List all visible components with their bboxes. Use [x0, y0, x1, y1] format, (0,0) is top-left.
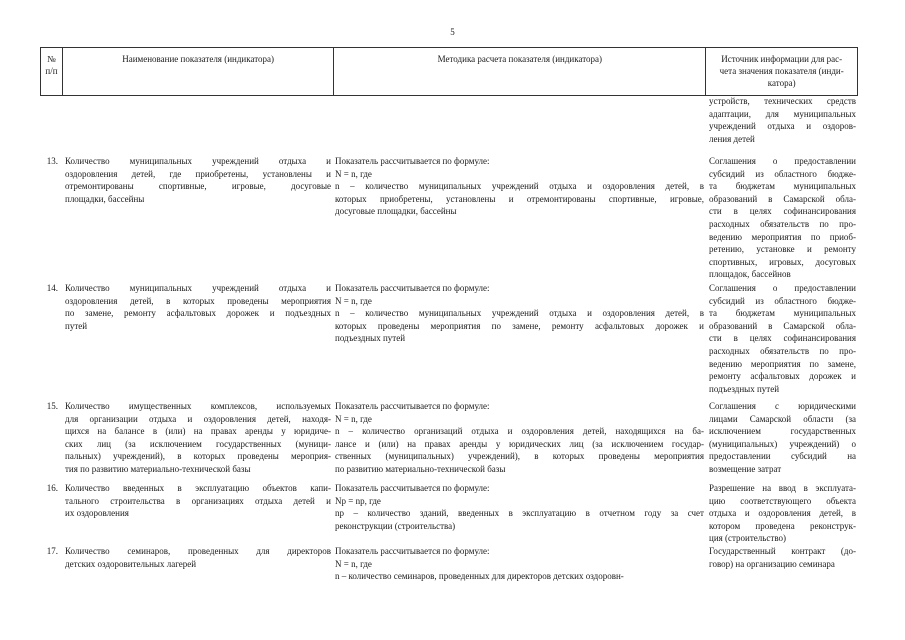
text-line: для организации отдыха и оздоровления детей, находя-	[65, 413, 331, 424]
text-line: ремонту асфальтовых дорожек и	[709, 371, 856, 382]
text-line: субсидий из областного бюдже-	[709, 295, 856, 306]
text-line: Np = np, где	[335, 495, 381, 506]
text-line: путей	[65, 320, 88, 331]
text-line: Показатель рассчитывается по формуле:	[335, 401, 490, 411]
text-line: цию соответствующего объекта	[709, 495, 856, 506]
text-line: Количество муниципальных учреждений отдыха и	[65, 283, 331, 293]
text-line: Соглашения с юридическими	[709, 401, 856, 411]
table-row-continuation	[40, 95, 858, 155]
text-line: спортивных, игровых, досуговых	[709, 256, 856, 267]
text-line: оздоровления детей, в которых проведены мероприятия	[65, 295, 331, 306]
table-row	[40, 282, 858, 400]
text-line: их оздоровления	[65, 508, 129, 519]
table-row	[40, 482, 858, 545]
text-line: подъездных путей	[335, 333, 406, 344]
text-line: расходных обязательств по про-	[709, 345, 856, 356]
text-line: лицами Самарской области (за	[709, 413, 856, 424]
text-line: площадки, бассейны	[65, 193, 145, 204]
text-line: адаптации, для муниципальных	[709, 108, 856, 119]
text-line: котором проведена реконструк-	[709, 520, 856, 531]
text-line: по замене, ремонту асфальтовых дорожек и подъездных	[65, 308, 331, 319]
text-line: (муниципальных) учреждений) о	[709, 438, 856, 449]
text-line: предоставлении субсидий на	[709, 451, 856, 462]
text-line: учреждений отдыха и оздоров-	[709, 121, 856, 132]
text-line: та бюджетам муниципальных	[709, 181, 856, 192]
method-cell	[333, 545, 706, 590]
source-cell	[706, 282, 858, 400]
row-number: 16.	[46, 483, 58, 493]
method-cell	[333, 482, 706, 545]
row-number: 17.	[46, 546, 58, 556]
text-line: Количество семинаров, проведенных для директоров	[65, 546, 331, 556]
table-row	[40, 155, 858, 282]
text-line: тия по развитию материально-технической базы	[65, 463, 251, 474]
text-line: n – количество муниципальных учреждений отдыха и оздоровления детей, в	[335, 308, 704, 319]
text-line: Количество имущественных комплексов, используемых	[65, 401, 331, 411]
source-cell	[706, 482, 858, 545]
indicator-name-cell	[61, 155, 333, 282]
text-line: подъездных путей	[709, 383, 780, 394]
text-line: Количество введенных в эксплуатацию объектов капи-	[65, 483, 331, 493]
source-cell	[706, 545, 858, 590]
text-line: реконструкции (строительства)	[335, 520, 456, 531]
text-line: Показатель рассчитывается по формуле:	[335, 156, 490, 166]
text-line: детских оздоровительных лагерей	[65, 558, 197, 569]
indicator-name-cell	[61, 545, 333, 590]
text-line: пальных) учреждений), в которых проведены мероприя-	[65, 451, 331, 462]
text-line: тального строительства в организациях отдыха детей и	[65, 495, 331, 506]
text-line: Разрешение на ввод в эксплуата-	[709, 483, 856, 493]
text-line: которых приобретены, установлены и отремонтированы спортивные, игровые,	[335, 193, 704, 204]
source-cell	[706, 400, 858, 482]
row-number: 15.	[46, 401, 58, 411]
method-cell	[333, 155, 706, 282]
text-line: сти в целях софинансирования	[709, 206, 856, 217]
source-cell	[706, 95, 858, 155]
text-line: Соглашения о предоставлении	[709, 283, 856, 293]
text-line: субсидий из областного бюдже-	[709, 168, 856, 179]
text-line: N = n, где	[335, 168, 372, 179]
text-line: устройств, технических средств	[709, 96, 856, 106]
header-source: Источник информации для рас- чета значения показателя (инди- катора)	[705, 48, 857, 95]
text-line: та бюджетам муниципальных	[709, 308, 856, 319]
text-line: Показатель рассчитывается по формуле:	[335, 546, 490, 556]
table-body	[40, 95, 858, 590]
header-name: Наименование показателя (индикатора)	[62, 48, 333, 95]
text-line: ления детей	[709, 133, 755, 144]
text-line: ведению мероприятия по приоб-	[709, 231, 856, 242]
header-method: Методика расчета показателя (индикатора)	[333, 48, 705, 95]
source-cell	[706, 155, 858, 282]
text-line: ция (строительство)	[709, 533, 787, 544]
text-line: щихся на балансе в (или) на правах аренды у юридиче-	[65, 426, 331, 437]
indicator-table	[40, 47, 858, 96]
text-line: оздоровления детей, где приобретены, установлены и	[65, 168, 331, 179]
text-line: ретению, установке и ремонту	[709, 244, 856, 255]
text-line: N = n, где	[335, 558, 372, 569]
row-number: 14.	[46, 283, 58, 293]
row-number: 13.	[46, 156, 58, 166]
text-line: Количество муниципальных учреждений отдыха и	[65, 156, 331, 166]
text-line: по развитию материально-технической базы	[335, 463, 506, 474]
text-line: ственных (муниципальных) учреждений), в которых проведены мероприятия	[335, 451, 704, 462]
text-line: n – количество организаций отдыха и оздоровления детей, находящихся на ба-	[335, 426, 704, 437]
table-header	[41, 48, 857, 96]
text-line: Показатель рассчитывается по формуле:	[335, 483, 490, 493]
text-line: которых проведены мероприятия по замене, ремонту асфальтовых дорожек и	[335, 320, 704, 331]
table-row	[40, 545, 858, 590]
text-line: отдыха и оздоровления детей, в	[709, 508, 856, 519]
table-row	[40, 400, 858, 482]
indicator-name-cell	[61, 282, 333, 400]
text-line: сти в целях софинансирования	[709, 333, 856, 344]
text-line: N = n, где	[335, 413, 372, 424]
text-line: досуговые площадки, бассейны	[335, 206, 457, 217]
method-cell	[333, 282, 706, 400]
page-number: 5	[450, 27, 455, 37]
text-line: ведению мероприятия по замене,	[709, 358, 856, 369]
text-line: Соглашения о предоставлении	[709, 156, 856, 166]
text-line: расходных обязательств по про-	[709, 218, 856, 229]
text-line: образований в Самарской обла-	[709, 320, 856, 331]
text-line: возмещение затрат	[709, 463, 782, 474]
text-line: площадок, бассейнов	[709, 269, 791, 280]
text-line: исключением государственных	[709, 426, 856, 437]
text-line: N = n, где	[335, 295, 372, 306]
text-line: np – количество зданий, введенных в эксплуатацию в отчетном году за счет	[335, 508, 704, 519]
text-line: Государственный контракт (до-	[709, 546, 856, 556]
text-line: говор) на организацию семинара	[709, 558, 835, 569]
text-line: n – количество семинаров, проведенных для директоров детских оздоровн-	[335, 571, 624, 582]
indicator-name-cell	[61, 400, 333, 482]
text-line: образований в Самарской обла-	[709, 193, 856, 204]
text-line: n – количество муниципальных учреждений отдыха и оздоровления детей, в	[335, 181, 704, 192]
method-cell	[333, 400, 706, 482]
text-line: лансе и (или) на правах аренды у юридических лиц (за исключением государ-	[335, 438, 704, 449]
text-line: отремонтированы спортивные, игровые, досуговые	[65, 181, 331, 192]
text-line: ских лиц (за исключением государственных (муници-	[65, 438, 331, 449]
header-number: № п/п	[45, 54, 58, 76]
text-line: Показатель рассчитывается по формуле:	[335, 283, 490, 293]
indicator-name-cell	[61, 482, 333, 545]
